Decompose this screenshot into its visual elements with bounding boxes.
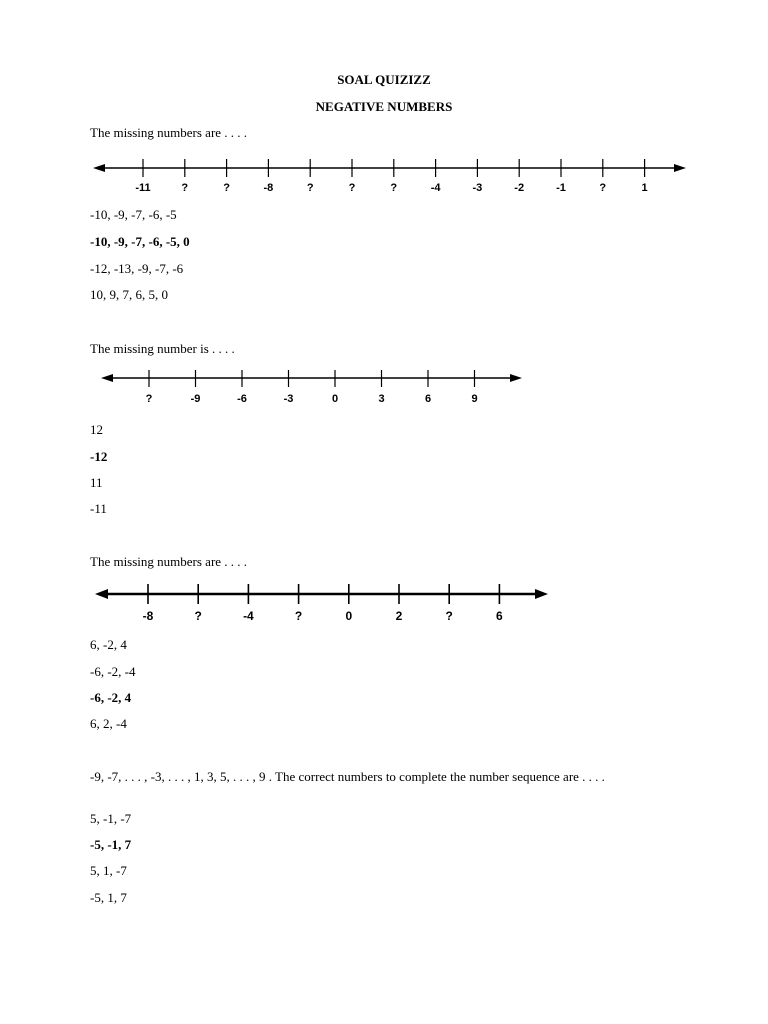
question-3-prompt: The missing numbers are . . . . xyxy=(90,554,248,569)
number-line-label: ? xyxy=(194,609,202,623)
number-line-label: 3 xyxy=(378,393,385,405)
question-4-option-c[interactable]: 5, 1, -7 xyxy=(90,863,127,878)
number-line-label: -9 xyxy=(190,393,201,405)
number-line-label: 6 xyxy=(424,393,432,405)
number-line-label: 6 xyxy=(496,609,503,623)
number-line-label: -4 xyxy=(243,609,254,623)
number-line-label: ? xyxy=(294,609,303,623)
number-line-label: ? xyxy=(145,393,153,405)
question-1-prompt: The missing numbers are . . . . xyxy=(90,125,248,140)
question-3-option-c[interactable]: -6, -2, 4 xyxy=(90,690,132,705)
question-1-option-c[interactable]: -12, -13, -9, -7, -6 xyxy=(90,261,184,276)
question-4-prompt: -9, -7, . . . , -3, . . . , 1, 3, 5, . . . , 9 . The correct numbers to complete the number sequence are . . . . xyxy=(90,769,605,784)
number-line-label: -8 xyxy=(263,182,274,194)
number-line-label: -8 xyxy=(142,609,154,623)
page-subtitle: NEGATIVE NUMBERS xyxy=(315,99,453,114)
number-line-label: ? xyxy=(599,182,607,194)
question-4-option-b[interactable]: -5, -1, 7 xyxy=(90,837,132,852)
number-line-label: -3 xyxy=(472,182,483,194)
number-line-label: ? xyxy=(306,182,314,194)
number-line-label: -11 xyxy=(135,182,151,194)
question-1-option-a[interactable]: -10, -9, -7, -6, -5 xyxy=(90,207,177,222)
question-2-option-c[interactable]: 11 xyxy=(90,475,103,490)
number-line-label: ? xyxy=(348,182,356,194)
number-line-label: 1 xyxy=(641,182,648,194)
number-line-label: -2 xyxy=(514,182,525,194)
number-line-label: ? xyxy=(390,182,398,194)
number-line-label: 0 xyxy=(345,609,353,623)
question-2-option-b[interactable]: -12 xyxy=(90,449,108,464)
question-2-prompt: The missing number is . . . . xyxy=(90,341,235,356)
question-3-option-b[interactable]: -6, -2, -4 xyxy=(90,664,136,679)
question-3-option-a[interactable]: 6, -2, 4 xyxy=(90,637,127,652)
number-line-label: -4 xyxy=(430,182,441,194)
question-1-option-d[interactable]: 10, 9, 7, 6, 5, 0 xyxy=(90,287,168,302)
number-line-label: ? xyxy=(223,182,230,194)
question-1-option-b[interactable]: -10, -9, -7, -6, -5, 0 xyxy=(90,234,190,249)
number-line-label: -6 xyxy=(237,393,247,405)
number-line-3 xyxy=(0,575,768,625)
number-line-label: 2 xyxy=(395,609,403,623)
number-line-label: ? xyxy=(445,609,453,623)
number-line-1 xyxy=(0,150,768,200)
number-line-label: ? xyxy=(181,182,189,194)
question-3-option-d[interactable]: 6, 2, -4 xyxy=(90,716,127,731)
number-line-label: 9 xyxy=(471,393,478,405)
question-2-option-d[interactable]: -11 xyxy=(90,501,107,516)
question-4-option-d[interactable]: -5, 1, 7 xyxy=(90,890,127,905)
number-line-2 xyxy=(0,360,768,410)
question-2-option-a[interactable]: 12 xyxy=(90,422,103,437)
question-4-option-a[interactable]: 5, -1, -7 xyxy=(90,811,132,826)
page-title: SOAL QUIZIZZ xyxy=(337,72,431,87)
number-line-label: 0 xyxy=(331,393,339,405)
number-line-label: -3 xyxy=(283,393,294,405)
number-line-label: -1 xyxy=(556,182,566,194)
